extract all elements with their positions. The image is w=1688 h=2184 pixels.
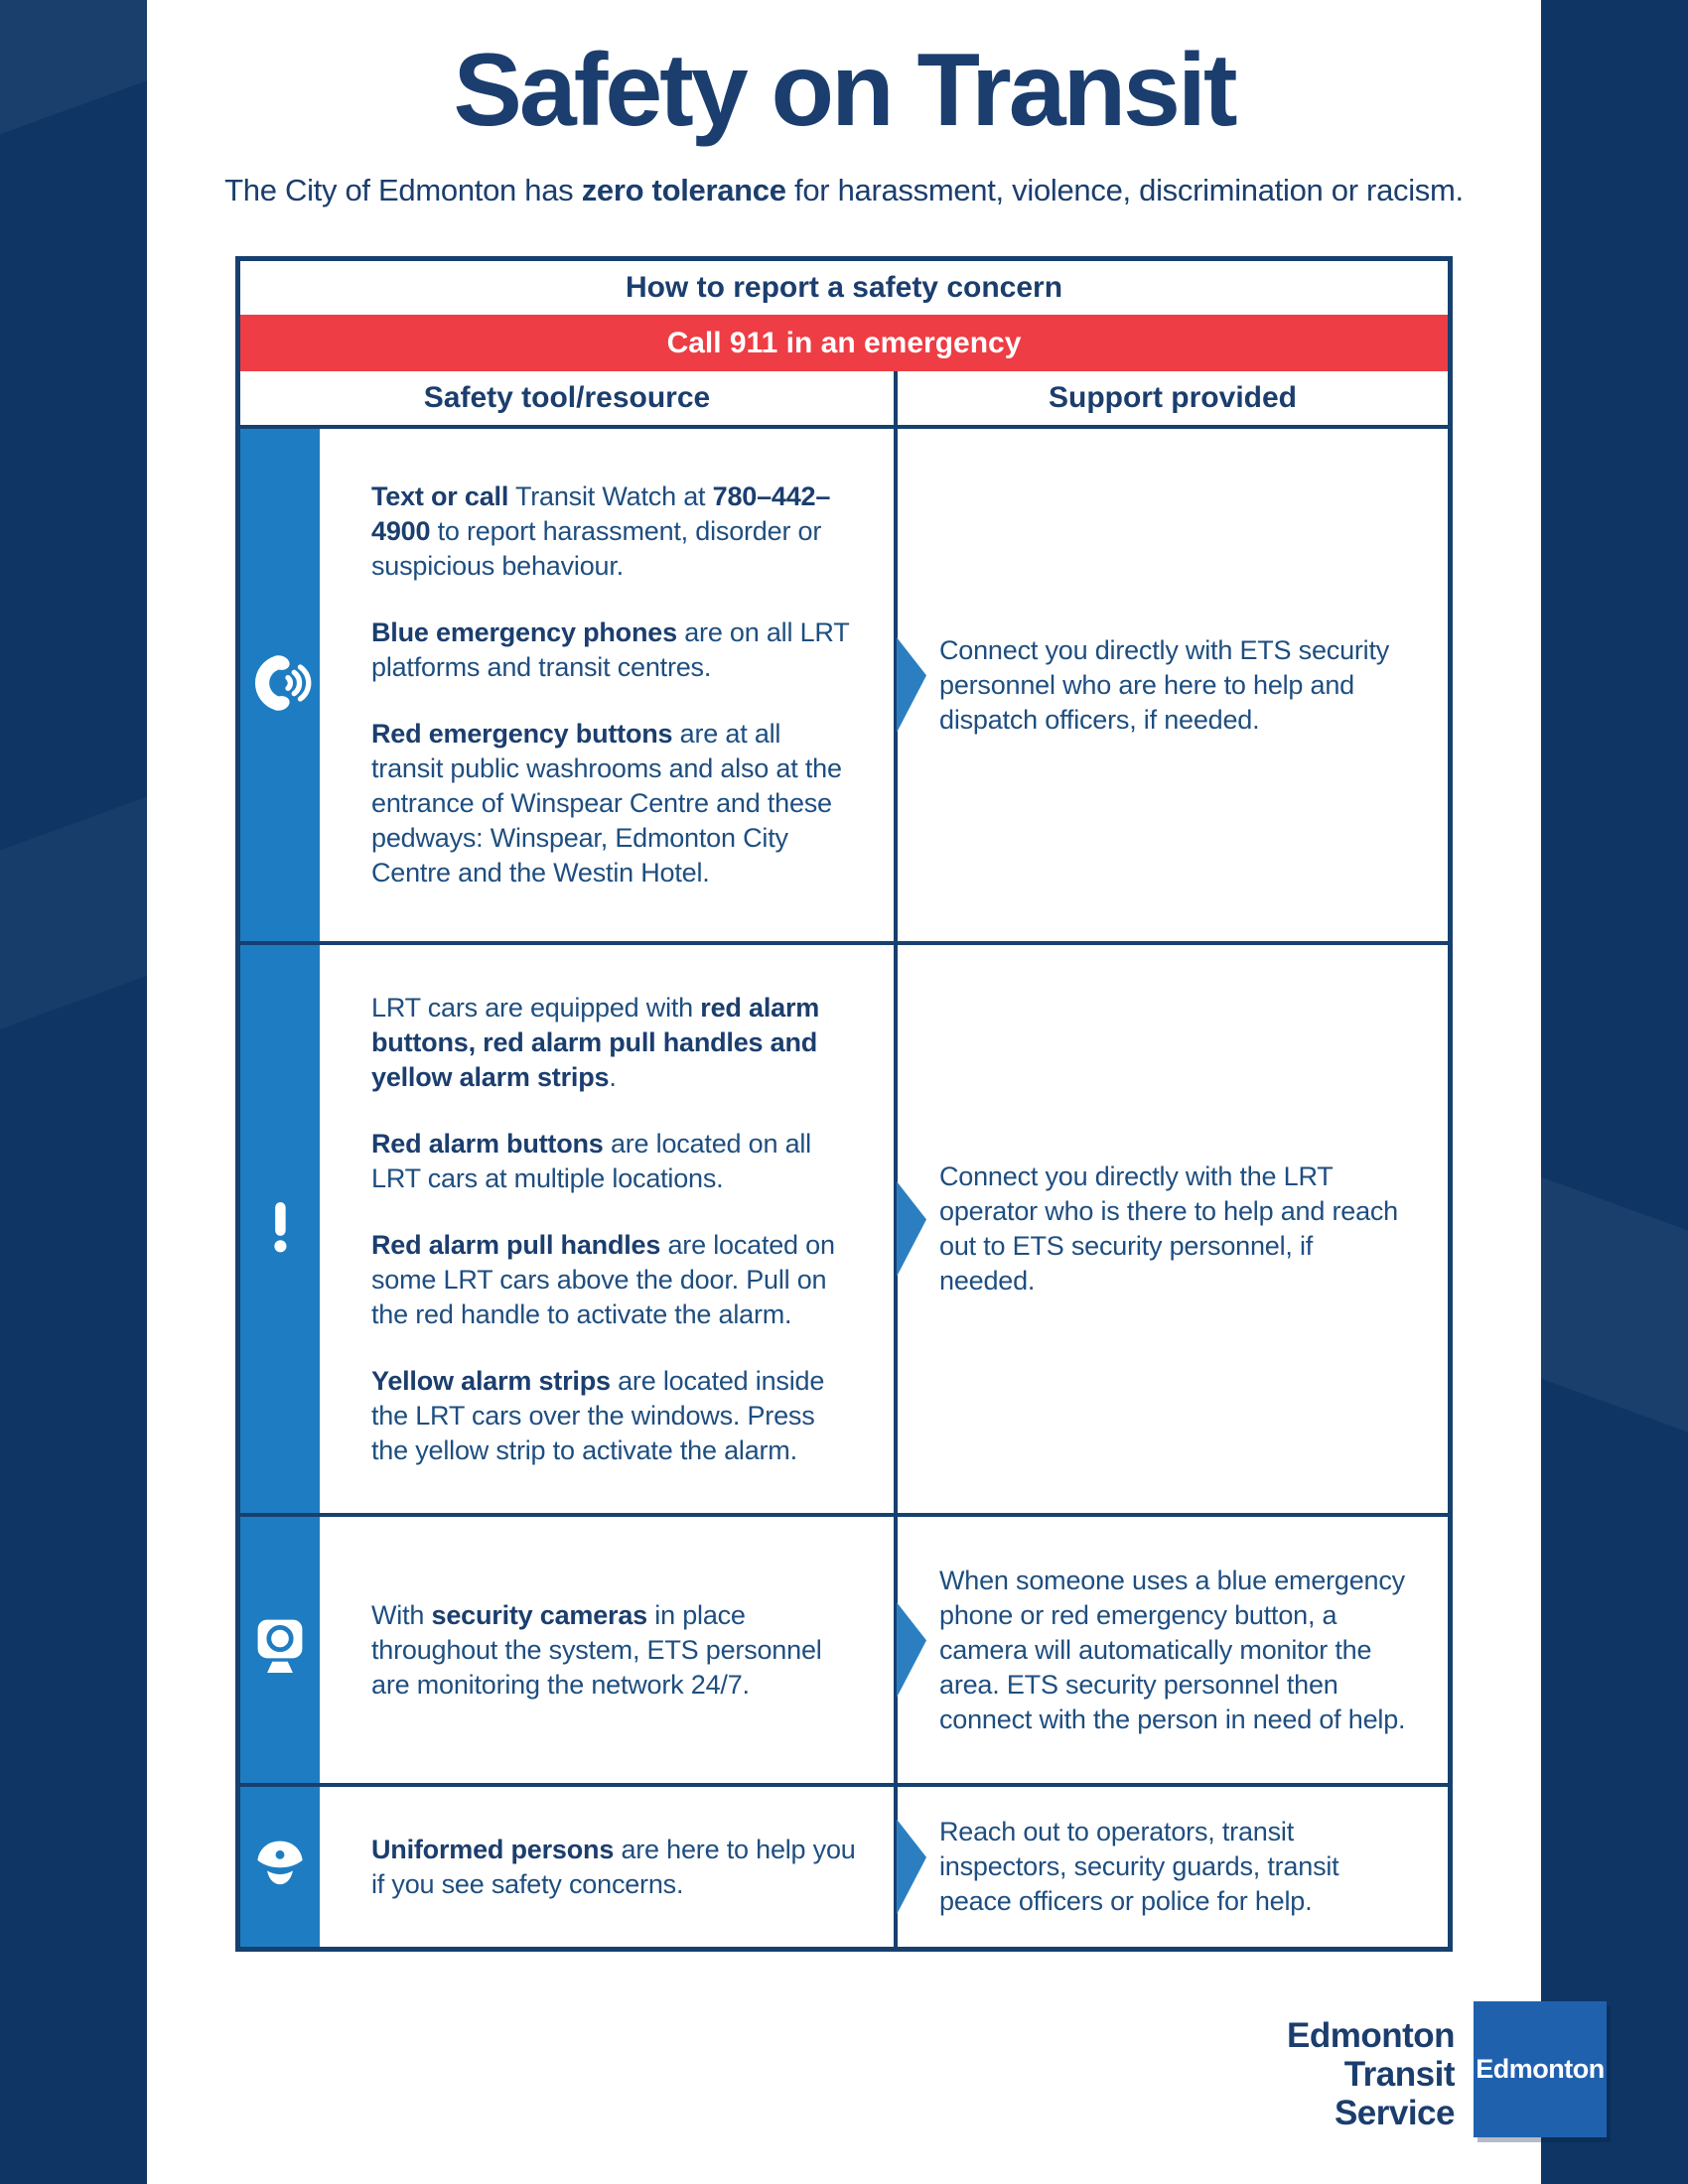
- ets-line-2: Transit: [1343, 2055, 1455, 2094]
- subtitle: [147, 173, 1541, 208]
- page-title: Safety on Transit: [453, 33, 1235, 148]
- table-header: How to report a safety concern: [240, 261, 1448, 315]
- subtitle-pre: The City of Edmonton has: [224, 173, 582, 207]
- safety-table: [235, 256, 1453, 1952]
- cell-paragraph: Connect you directly with ETS security personnel who are here to help and dispatch officers, if needed.: [939, 634, 1390, 735]
- support-cell: [894, 429, 1448, 941]
- left-border-band: [0, 0, 147, 2184]
- chevron-right-icon: [897, 1602, 926, 1698]
- cell-paragraph: LRT cars are equipped with red alarm buttons, red alarm pull handles and yellow alarm strips.: [371, 992, 820, 1092]
- support-cell: [894, 1517, 1448, 1783]
- ets-line-3: Service: [1334, 2094, 1455, 2132]
- support-cell: [894, 1787, 1448, 1947]
- ets-line-1: Edmonton: [1286, 2016, 1455, 2055]
- emergency-banner: Call 911 in an emergency: [240, 315, 1448, 371]
- chevron-right-icon: [897, 637, 926, 733]
- safety-row: [240, 941, 1448, 1513]
- cell-paragraph: Red alarm buttons are located on all LRT cars at multiple locations.: [371, 1128, 811, 1193]
- column-headers: [240, 371, 1448, 429]
- edmonton-logo: [1474, 2001, 1607, 2137]
- cell-paragraph: Uniformed persons are here to help you if you see safety concerns.: [371, 1834, 856, 1899]
- icon-cell: [240, 945, 320, 1513]
- column-header-safety-tool: Safety tool/resource: [423, 381, 711, 414]
- icon-cell: [240, 429, 320, 941]
- safety-row: [240, 1513, 1448, 1783]
- edmonton-logo-text: Edmonton: [1476, 2054, 1605, 2084]
- exclamation-icon: [251, 1198, 309, 1261]
- subtitle-bold: zero tolerance: [581, 173, 786, 207]
- safety-tool-cell: [320, 429, 894, 941]
- cell-paragraph: Blue emergency phones are on all LRT platforms and transit centres.: [371, 617, 850, 682]
- ets-wordmark: [1287, 2016, 1455, 2132]
- support-cell: [894, 945, 1448, 1513]
- right-border-band: [1541, 0, 1688, 2184]
- cell-paragraph: Reach out to operators, transit inspectors, security guards, transit peace officers or police for help.: [939, 1817, 1339, 1916]
- safety-tool-cell: [320, 1787, 894, 1947]
- police-hat-icon: [251, 1836, 309, 1898]
- safety-row: [240, 429, 1448, 941]
- phone-waves-icon: [248, 651, 312, 720]
- safety-tool-cell: [320, 945, 894, 1513]
- cell-paragraph: When someone uses a blue emergency phone or red emergency button, a camera will automatically monitor the area. ETS security personnel then connect with the person in need of help.: [939, 1565, 1406, 1734]
- safety-row: [240, 1783, 1448, 1947]
- cell-paragraph: Connect you directly with the LRT operator who is there to help and reach out to ETS security personnel, if needed.: [939, 1161, 1398, 1296]
- column-header-support: Support provided: [894, 371, 1448, 425]
- cell-paragraph: Yellow alarm strips are located inside the LRT cars over the windows. Press the yellow strip to activate the alarm.: [371, 1365, 825, 1465]
- safety-tool-cell: [320, 1517, 894, 1783]
- cell-paragraph: Red emergency buttons are at all transit public washrooms and also at the entrance of Winspear Centre and these pedways: Winspear, Edmonton City Centre and the Westin Hotel.: [371, 719, 842, 887]
- icon-cell: [240, 1517, 320, 1783]
- cell-paragraph: With security cameras in place throughout the system, ETS personnel are monitoring the network 24/7.: [371, 1599, 822, 1700]
- icon-cell: [240, 1787, 320, 1947]
- chevron-right-icon: [897, 1820, 926, 1915]
- chevron-right-icon: [897, 1181, 926, 1277]
- cell-paragraph: Red alarm pull handles are located on some LRT cars above the door. Pull on the red handle to activate the alarm.: [371, 1229, 835, 1329]
- security-camera-icon: [249, 1617, 311, 1684]
- cell-paragraph: Text or call Transit Watch at 780–442–4900 to report harassment, disorder or suspicious behaviour.: [371, 481, 831, 581]
- subtitle-post: for harassment, violence, discrimination or racism.: [785, 173, 1464, 207]
- table-body: [240, 429, 1448, 1947]
